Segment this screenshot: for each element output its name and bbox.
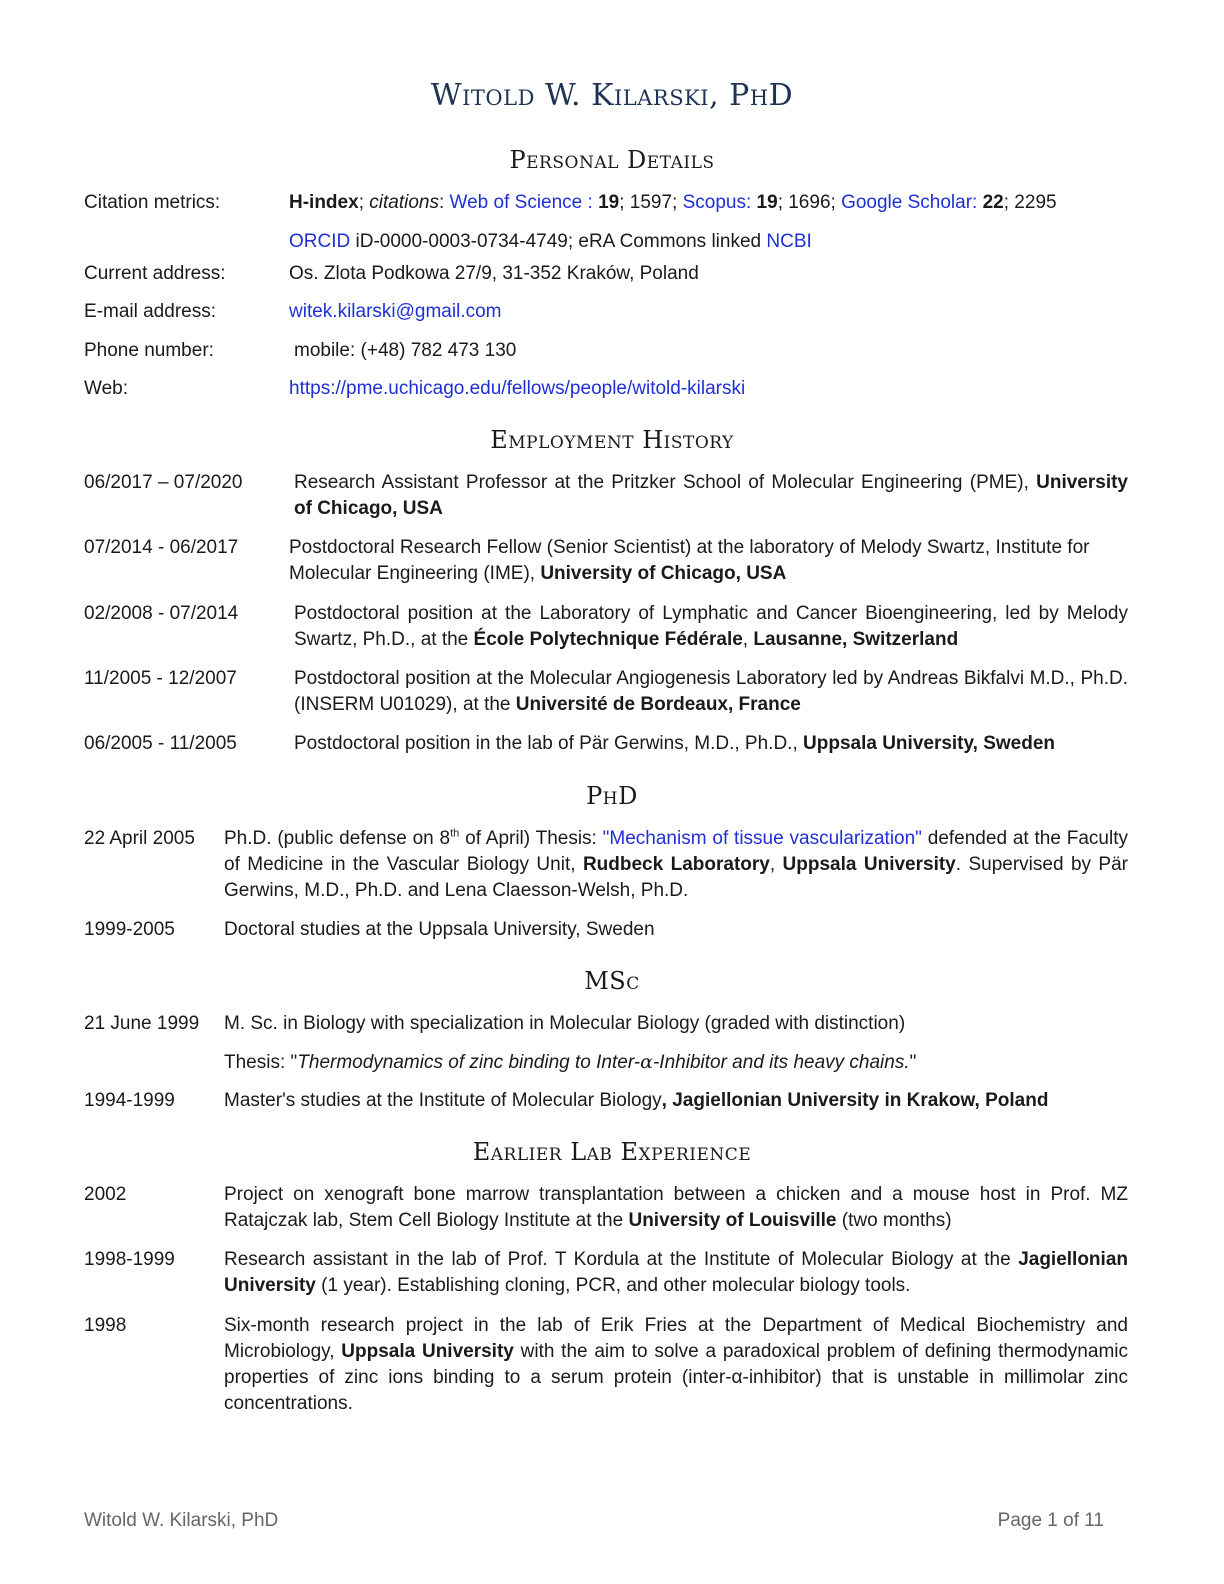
msc-date: 21 June 1999 [84,1013,200,1034]
employment-item [84,535,1128,587]
section-heading-employment: Employment History [490,426,734,454]
phd-text: Ph.D. (public defense on 8th of April) Thesis: "Mechanism of tissue vascularization" defended at the Faculty of Medicine in the Vascular Biology Unit, Rudbeck Laboratory, Uppsala University. Supervised by Pär Gerwins, M.D., Ph.D. and Lena Claesson-Welsh, Ph.D. [224,827,1128,901]
ncbi-link[interactable]: NCBI [766,231,812,252]
web-row [84,376,1128,402]
earlier-item [84,1247,1128,1299]
web-label: Web: [84,378,129,399]
email-row [84,299,1128,325]
earlier-item [84,1182,1128,1234]
address-row [84,261,1128,287]
phd-item [84,917,1128,943]
section-heading-msc: MSc [584,967,640,995]
footer-page-number: Page 1 of 11 [997,1510,1104,1531]
phd-item [84,826,1128,904]
phone-value: mobile: (+48) 782 473 130 [294,340,517,361]
document-title: Witold W. Kilarski, PhD [430,78,794,113]
address-value: Os. Zlota Podkowa 27/9, 31-352 Kraków, Poland [289,263,699,284]
thesis-link[interactable]: "Mechanism of tissue vascularization" [602,828,922,849]
orcid-info: ORCID iD-0000-0003-0734-4749; eRA Commons linked NCBI [289,231,812,252]
msc-thesis-text: Thesis: "Thermodynamics of zinc binding to Inter-α-Inhibitor and its heavy chains." [224,1051,917,1073]
employment-date: 06/2017 – 07/2020 [84,472,243,493]
msc-item [84,1011,1128,1037]
phone-row [84,338,1128,364]
employment-item [84,601,1128,653]
employment-text: Postdoctoral position at the Laboratory of Lymphatic and Cancer Bioengineering, led by Melody Swartz, Ph.D., at the École Polytechnique Fédérale, Lausanne, Switzerland [294,603,1128,650]
google-scholar-link[interactable]: Google Scholar: [841,192,978,213]
employment-item [84,666,1128,718]
web-link[interactable]: https://pme.uchicago.edu/fellows/people/witold-kilarski [289,378,746,399]
section-heading-earlier: Earlier Lab Experience [472,1138,752,1166]
orcid-link[interactable]: ORCID [289,231,351,252]
citation-metrics: H-index; citations: Web of Science : 19; 1597; Scopus: 19; 1696; Google Scholar: 22; 2295 [289,192,1057,213]
msc-date: 1994-1999 [84,1090,175,1111]
citation-label: Citation metrics: [84,192,221,213]
phd-text: Doctoral studies at the Uppsala University, Sweden [224,919,655,940]
earlier-text: Research assistant in the lab of Prof. T Kordula at the Institute of Molecular Biology at the Jagiellonian University (1 year). Establishing cloning, PCR, and other molecular biology tools. [224,1249,1128,1296]
employment-date: 06/2005 - 11/2005 [84,733,237,754]
employment-text: Postdoctoral position in the lab of Pär Gerwins, M.D., Ph.D., Uppsala University, Sweden [294,733,1056,754]
msc-item [84,1088,1128,1114]
employment-text: Postdoctoral position at the Molecular Angiogenesis Laboratory led by Andreas Bikfalvi M.D., Ph.D. (INSERM U01029), at the Université de Bordeaux, France [294,668,1128,715]
employment-text: Postdoctoral Research Fellow (Senior Scientist) at the laboratory of Melody Swartz, Institute for Molecular Engineering (IME), University of Chicago, USA [289,537,1090,584]
earlier-date: 1998 [84,1315,127,1336]
employment-item [84,731,1128,757]
section-heading-phd: PhD [586,782,638,810]
email-label: E-mail address: [84,301,216,322]
section-heading-personal: Personal Details [509,146,715,174]
earlier-date: 1998-1999 [84,1249,175,1270]
phd-date: 22 April 2005 [84,828,195,849]
employment-date: 02/2008 - 07/2014 [84,603,239,624]
employment-date: 11/2005 - 12/2007 [84,668,237,689]
wos-link[interactable]: Web of Science : [449,192,593,213]
msc-text: M. Sc. in Biology with specialization in Molecular Biology (graded with distinction) [224,1013,906,1034]
address-label: Current address: [84,263,226,284]
employment-item [84,470,1128,522]
msc-text: Master's studies at the Institute of Molecular Biology, Jagiellonian University in Krakow, Poland [224,1090,1049,1111]
phd-date: 1999-2005 [84,919,175,940]
phone-label: Phone number: [84,340,214,361]
earlier-text: Project on xenograft bone marrow transplantation between a chicken and a mouse host in Prof. MZ Ratajczak lab, Stem Cell Biology Institute at the University of Louisville (two months) [224,1184,1128,1231]
citation-row [84,190,1128,216]
employment-text: Research Assistant Professor at the Pritzker School of Molecular Engineering (PME), University of Chicago, USA [294,472,1128,519]
scopus-link[interactable]: Scopus: [682,192,752,213]
employment-date: 07/2014 - 06/2017 [84,537,239,558]
earlier-item [84,1313,1128,1417]
orcid-row [84,229,1128,255]
email-link[interactable]: witek.kilarski@gmail.com [289,301,502,322]
earlier-text: Six-month research project in the lab of Erik Fries at the Department of Medical Biochemistry and Microbiology, Uppsala University with the aim to solve a paradoxical problem of defining thermodynamic properties of zinc ions binding to a serum protein (inter-α-inhibitor) that is unstable in millimolar zinc concentrations. [224,1315,1128,1414]
footer-name: Witold W. Kilarski, PhD [84,1510,279,1531]
msc-thesis [84,1049,1128,1075]
earlier-date: 2002 [84,1184,127,1205]
